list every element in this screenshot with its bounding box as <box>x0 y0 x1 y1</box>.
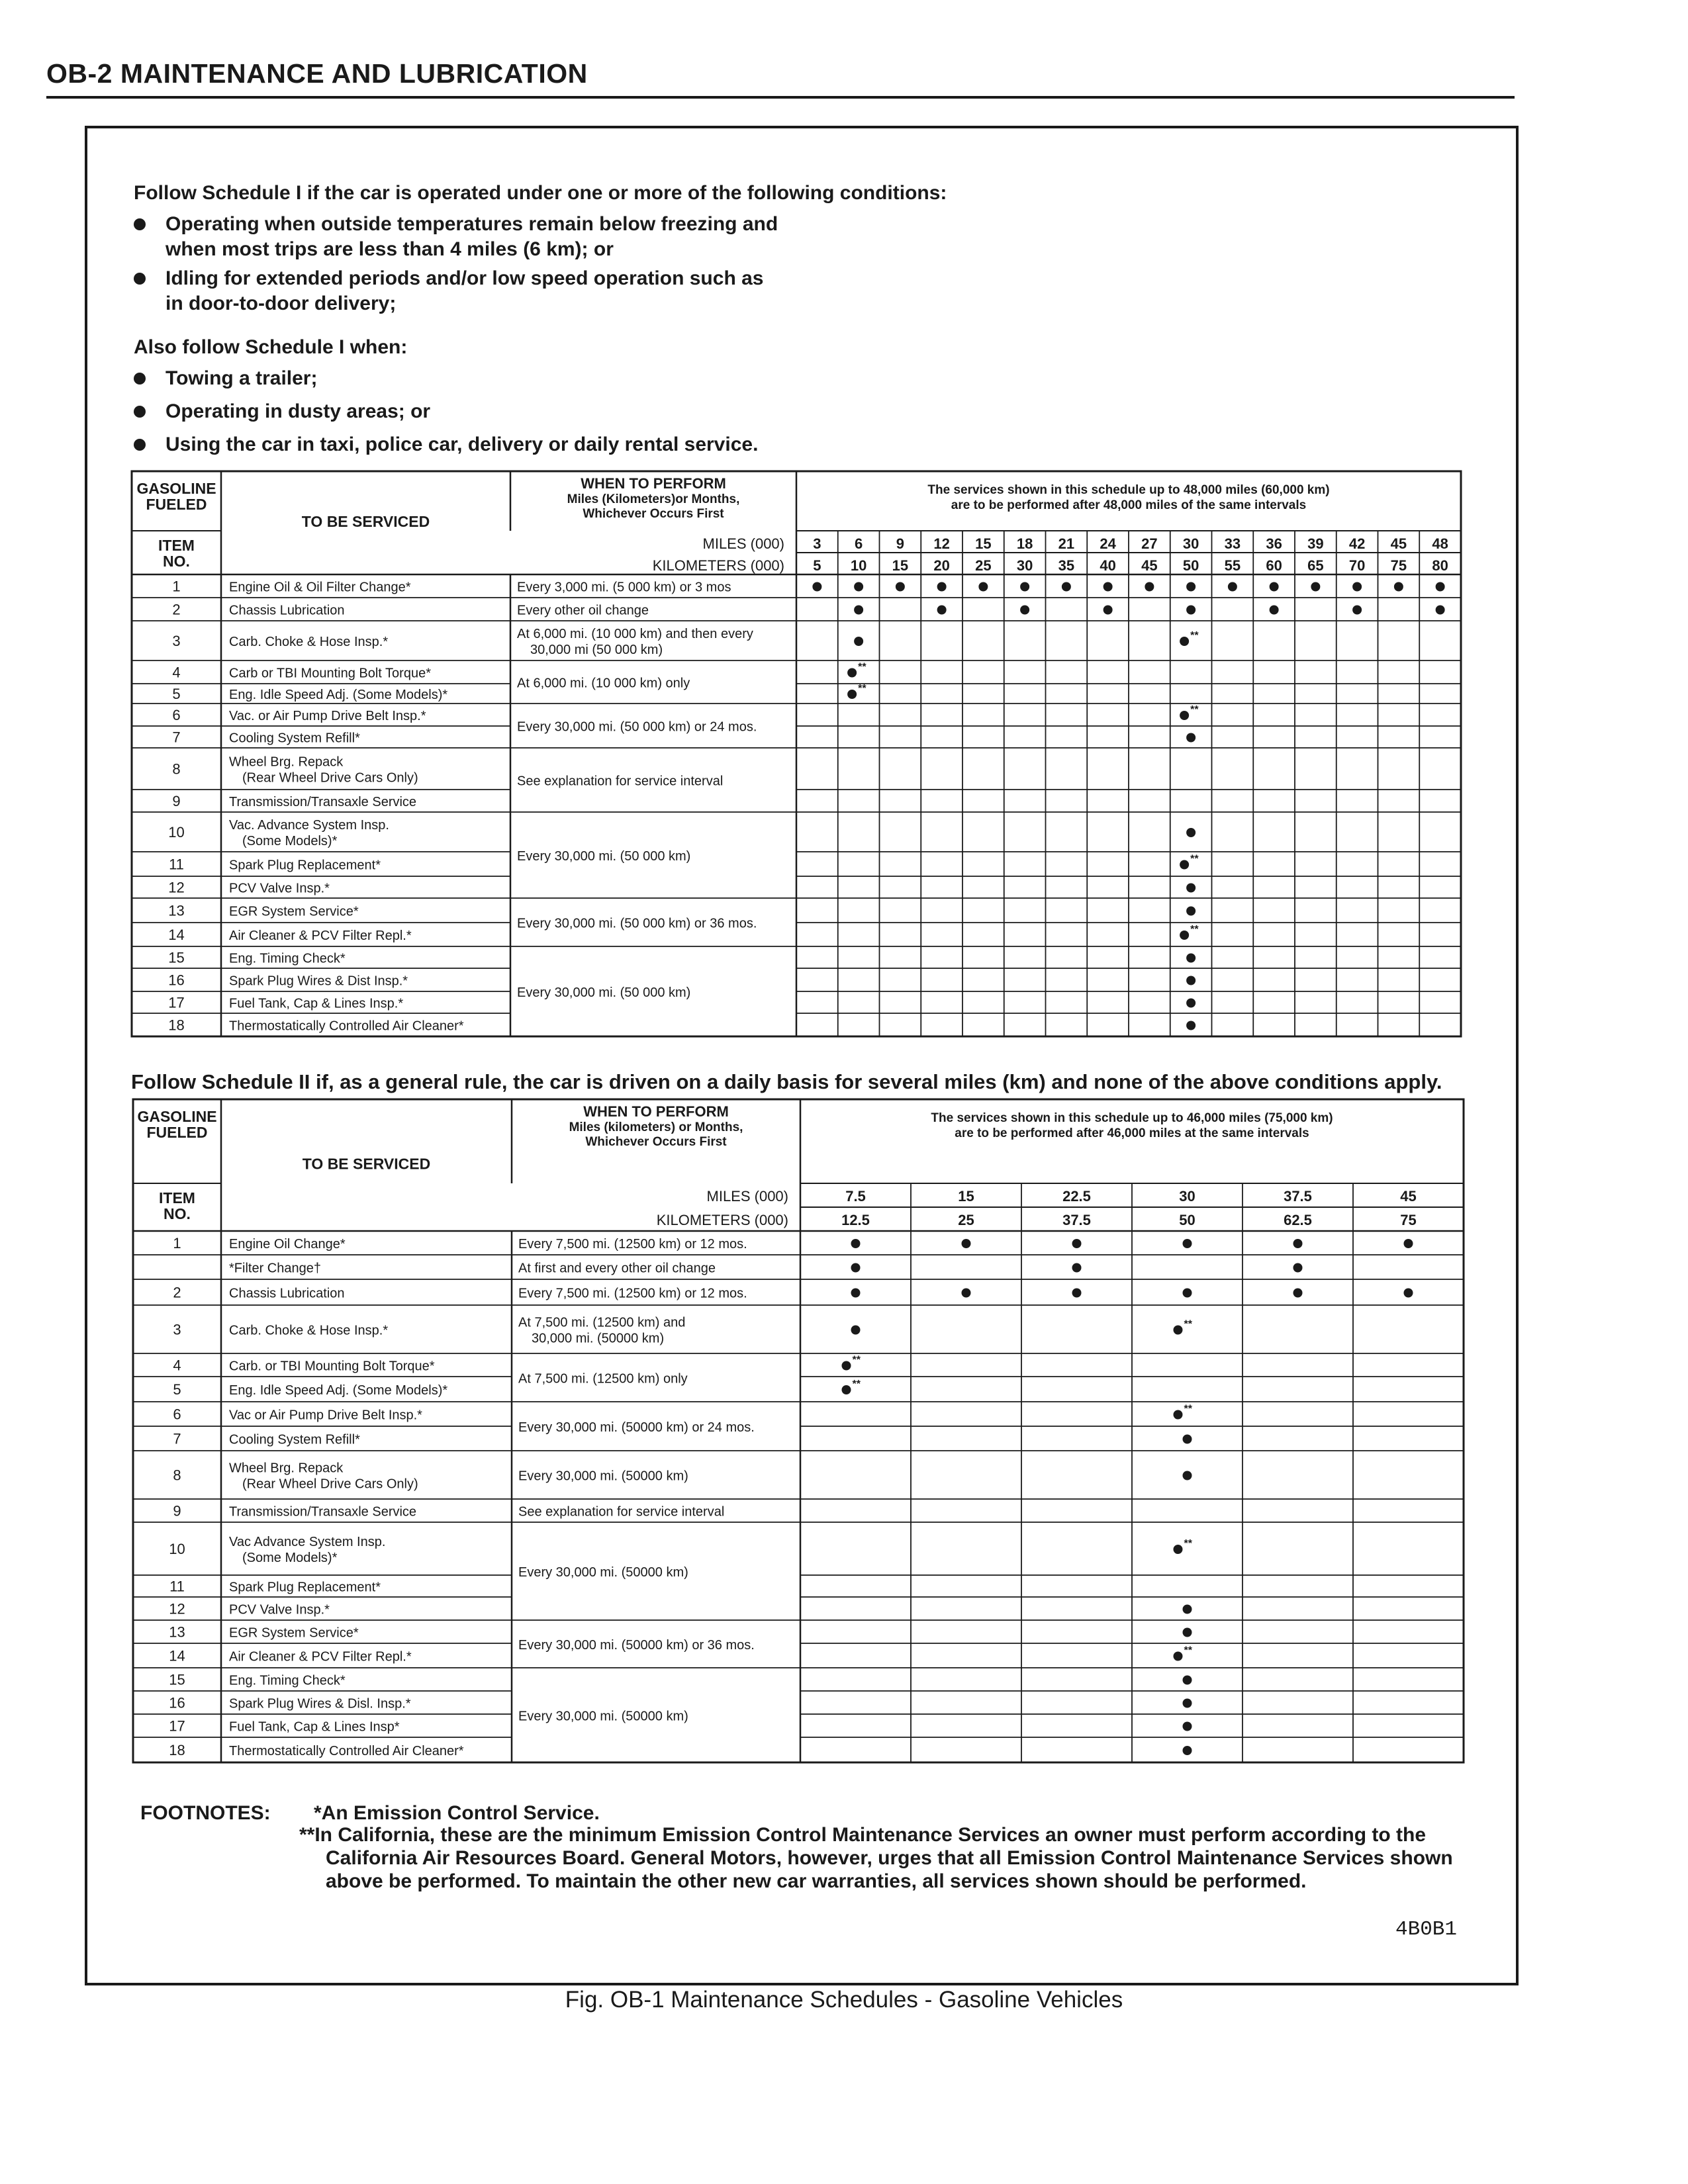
service-dot <box>1183 1435 1192 1444</box>
service-name: (Some Models)* <box>242 1551 338 1565</box>
miles-tick: 45 <box>1390 535 1407 552</box>
item-number: 18 <box>168 1017 185 1034</box>
service-dot <box>1186 733 1196 743</box>
km-tick: 37.5 <box>1062 1212 1091 1228</box>
double-star-mark: ** <box>852 1379 861 1390</box>
double-star-mark: ** <box>1184 1538 1192 1549</box>
service-dot <box>842 1385 851 1394</box>
service-dot <box>851 1289 861 1298</box>
service-name: Vac or Air Pump Drive Belt Insp.* <box>229 1408 422 1423</box>
service-name: Cooling System Refill* <box>229 731 360 746</box>
service-dot <box>851 1263 861 1273</box>
service-dot <box>1293 1289 1303 1298</box>
miles-tick: 15 <box>958 1188 974 1205</box>
service-name: Eng. Idle Speed Adj. (Some Models)* <box>229 688 448 702</box>
condition-line: Operating when outside temperatures remain below freezing and <box>165 213 778 235</box>
km-tick: 70 <box>1348 557 1366 574</box>
when-text: 30,000 mi. (50000 km) <box>532 1331 665 1346</box>
service-dot <box>1186 954 1196 963</box>
service-dot <box>1180 860 1189 870</box>
when-text: Every 30,000 mi. (50000 km) <box>518 1469 688 1484</box>
miles-tick: 36 <box>1266 535 1282 552</box>
when-text: At 7,500 mi. (12500 km) only <box>518 1371 688 1387</box>
service-name: EGR System Service* <box>229 904 359 919</box>
double-star-mark: ** <box>852 1354 861 1366</box>
service-dot <box>1352 582 1362 592</box>
km-tick: 62.5 <box>1284 1212 1312 1228</box>
item-number: 16 <box>168 972 185 989</box>
double-star-mark: ** <box>858 683 867 694</box>
miles-label: MILES (000) <box>702 535 784 552</box>
service-name: Eng. Timing Check* <box>229 951 346 966</box>
item-label: ITEM <box>159 1189 195 1206</box>
service-dot <box>1174 1410 1183 1420</box>
item-number: 10 <box>169 1541 185 1557</box>
service-dot <box>1062 582 1071 592</box>
miles-tick: 15 <box>975 535 992 552</box>
item-number: 12 <box>168 879 185 896</box>
when-text: Every 30,000 mi. (50 000 km) or 36 mos. <box>517 916 757 931</box>
km-tick: 75 <box>1400 1212 1417 1228</box>
service-dot <box>1436 582 1445 592</box>
service-dot <box>978 582 988 592</box>
when-label: Whichever Occurs First <box>585 1135 727 1149</box>
schedule2-lead: Follow Schedule II if, as a general rule, the car is driven on a daily basis for several miles (km) and none of the above conditions apply. <box>131 1070 1442 1093</box>
item-number: 9 <box>173 1502 181 1520</box>
also-lead: Also follow Schedule I when: <box>134 336 408 358</box>
when-text: 30,000 mi (50 000 km) <box>530 643 663 657</box>
service-dot <box>1186 884 1196 893</box>
service-dot <box>1103 606 1113 615</box>
service-dot <box>1072 1263 1082 1273</box>
service-dot <box>1145 582 1154 592</box>
service-dot <box>1404 1239 1413 1248</box>
item-label: ITEM <box>158 537 195 554</box>
service-dot <box>842 1361 851 1371</box>
km-label: KILOMETERS (000) <box>656 1212 788 1228</box>
km-tick: 25 <box>958 1212 974 1228</box>
service-name: Engine Oil & Oil Filter Change* <box>229 580 411 595</box>
service-dot <box>1183 1471 1192 1480</box>
service-dot <box>854 637 863 646</box>
km-tick: 20 <box>933 557 950 574</box>
service-name: Thermostatically Controlled Air Cleaner* <box>229 1744 464 1758</box>
fuel-label: FUELED <box>146 496 207 513</box>
service-name: (Rear Wheel Drive Cars Only) <box>242 770 418 786</box>
item-number: 5 <box>173 1381 181 1398</box>
service-name: Spark Plug Wires & Disl. Insp.* <box>229 1696 411 1711</box>
km-label: KILOMETERS (000) <box>652 557 784 574</box>
service-name: Spark Plug Replacement* <box>229 1580 381 1595</box>
item-number: 3 <box>173 1321 181 1338</box>
km-tick: 15 <box>892 557 909 574</box>
km-tick: 40 <box>1100 557 1116 574</box>
service-dot <box>1072 1239 1082 1248</box>
when-text: Every 7,500 mi. (12500 km) or 12 mos. <box>518 1237 747 1251</box>
service-name: Vac Advance System Insp. <box>229 1535 386 1549</box>
item-number: 9 <box>172 793 181 809</box>
service-name: Carb. Choke & Hose Insp.* <box>229 635 389 649</box>
fuel-label: GASOLINE <box>136 480 216 497</box>
when-text: At first and every other oil change <box>518 1261 716 1276</box>
miles-tick: 3 <box>813 535 821 552</box>
schedule-note: are to be performed after 48,000 miles of the same intervals <box>951 498 1307 512</box>
service-name: Spark Plug Wires & Dist Insp.* <box>229 974 408 989</box>
when-text: At 6,000 mi. (10 000 km) and then every <box>517 627 753 641</box>
km-tick: 25 <box>975 557 992 574</box>
service-dot <box>1186 976 1196 985</box>
page-header-title: OB-2 MAINTENANCE AND LUBRICATION <box>46 58 588 89</box>
service-dot <box>1186 606 1196 615</box>
service-dot <box>1183 1746 1192 1755</box>
service-name: Eng. Timing Check* <box>229 1673 346 1688</box>
service-dot <box>1183 1628 1192 1637</box>
miles-tick: 45 <box>1400 1188 1417 1205</box>
service-dot <box>1311 582 1320 592</box>
service-dot <box>1183 1722 1192 1731</box>
item-number: 15 <box>168 949 185 966</box>
service-dot <box>1186 907 1196 916</box>
when-text: Every 30,000 mi. (50000 km) or 36 mos. <box>518 1638 755 1653</box>
service-dot <box>851 1239 861 1248</box>
item-number: 15 <box>169 1671 185 1688</box>
service-name: Engine Oil Change* <box>229 1237 346 1251</box>
item-number: 2 <box>173 1284 181 1301</box>
service-dot <box>1352 606 1362 615</box>
service-dot <box>1174 1326 1183 1335</box>
item-number: 17 <box>169 1717 185 1735</box>
service-name: Vac. Advance System Insp. <box>229 818 389 833</box>
miles-tick: 21 <box>1058 535 1075 552</box>
double-star-mark: ** <box>1190 630 1199 641</box>
service-dot <box>896 582 905 592</box>
service-dot <box>1180 711 1189 720</box>
double-star-mark: ** <box>1190 704 1199 715</box>
also-item: Operating in dusty areas; or <box>165 400 431 422</box>
miles-label: MILES (000) <box>706 1188 788 1205</box>
service-name: (Rear Wheel Drive Cars Only) <box>242 1477 418 1492</box>
schedule1-lead: Follow Schedule I if the car is operated under one or more of the following conditions: <box>134 182 947 204</box>
service-dot <box>847 668 857 678</box>
item-number: 11 <box>169 856 184 873</box>
when-label: Miles (kilometers) or Months, <box>569 1120 743 1134</box>
schedule-note: The services shown in this schedule up to 48,000 miles (60,000 km) <box>927 483 1330 497</box>
km-tick: 10 <box>850 557 867 574</box>
miles-tick: 33 <box>1224 535 1241 552</box>
service-name: Carb or TBI Mounting Bolt Torque* <box>229 666 431 681</box>
when-text: Every 7,500 mi. (12500 km) or 12 mos. <box>518 1286 747 1301</box>
service-dot <box>1072 1289 1082 1298</box>
service-dot <box>962 1239 971 1248</box>
service-dot <box>1270 606 1279 615</box>
item-number: 7 <box>172 729 181 746</box>
double-star-mark: ** <box>1190 853 1199 865</box>
item-number: 4 <box>173 1357 181 1374</box>
service-dot <box>1183 1289 1192 1298</box>
service-name: Carb. Choke & Hose Insp.* <box>229 1323 389 1338</box>
when-text: Every 30,000 mi. (50 000 km) <box>517 985 691 1000</box>
schedule-note: are to be performed after 46,000 miles at the same intervals <box>955 1126 1309 1140</box>
km-tick: 80 <box>1432 557 1448 574</box>
service-name: Air Cleaner & PCV Filter Repl.* <box>229 929 412 943</box>
item-number: 16 <box>169 1694 185 1711</box>
figure-caption: Fig. OB-1 Maintenance Schedules - Gasoline Vehicles <box>565 1987 1123 2013</box>
miles-tick: 48 <box>1432 535 1448 552</box>
footnote-line: **In California, these are the minimum Emission Control Maintenance Services an owner must perform according to the <box>299 1824 1427 1846</box>
service-dot <box>1183 1676 1192 1685</box>
when-text: Every 30,000 mi. (50 000 km) or 24 mos. <box>517 719 757 735</box>
when-text: Every 30,000 mi. (50000 km) <box>518 1709 688 1724</box>
miles-tick: 9 <box>896 535 904 552</box>
km-tick: 65 <box>1307 557 1324 574</box>
service-name: Transmission/Transaxle Service <box>229 1504 417 1520</box>
also-item: Using the car in taxi, police car, delivery or daily rental service. <box>165 433 759 455</box>
item-number: 13 <box>168 902 185 919</box>
item-number: 12 <box>169 1600 185 1617</box>
service-dot <box>1186 999 1196 1008</box>
when-label: WHEN TO PERFORM <box>581 475 726 492</box>
miles-tick: 12 <box>933 535 950 552</box>
footnote-line: above be performed. To maintain the other new car warranties, all services shown should be performed. <box>326 1870 1307 1892</box>
service-name: Eng. Idle Speed Adj. (Some Models)* <box>229 1383 448 1398</box>
miles-tick: 39 <box>1307 535 1324 552</box>
service-name: PCV Valve Insp.* <box>229 1602 330 1617</box>
service-name: Fuel Tank, Cap & Lines Insp* <box>229 1719 400 1735</box>
service-dot <box>1183 1605 1192 1614</box>
condition-line: when most trips are less than 4 miles (6 km); or <box>165 238 614 260</box>
service-dot <box>937 606 947 615</box>
service-dot <box>1174 1652 1183 1661</box>
km-tick: 45 <box>1141 557 1158 574</box>
miles-tick: 37.5 <box>1284 1188 1312 1205</box>
service-dot <box>1020 606 1029 615</box>
double-star-mark: ** <box>1184 1403 1192 1415</box>
service-dot <box>1174 1545 1183 1554</box>
when-label: WHEN TO PERFORM <box>583 1103 729 1120</box>
service-dot <box>1404 1289 1413 1298</box>
service-dot <box>1180 931 1189 940</box>
item-number: 17 <box>168 994 185 1011</box>
double-star-mark: ** <box>1184 1645 1192 1657</box>
service-dot <box>854 582 863 592</box>
service-name: Spark Plug Replacement* <box>229 858 381 873</box>
service-name: Thermostatically Controlled Air Cleaner* <box>229 1019 464 1034</box>
when-text: Every 30,000 mi. (50000 km) <box>518 1565 688 1580</box>
fuel-label: GASOLINE <box>137 1108 217 1125</box>
service-dot <box>1186 1021 1196 1030</box>
km-tick: 50 <box>1179 1212 1196 1228</box>
service-dot <box>1103 582 1113 592</box>
item-label: NO. <box>163 553 190 570</box>
miles-tick: 18 <box>1016 535 1033 552</box>
service-dot <box>851 1326 861 1335</box>
double-star-mark: ** <box>1190 924 1199 935</box>
km-tick: 60 <box>1266 557 1282 574</box>
service-dot <box>1180 637 1189 646</box>
service-label: TO BE SERVICED <box>301 513 430 530</box>
item-number: 11 <box>169 1578 185 1595</box>
item-number: 18 <box>169 1742 185 1758</box>
item-number: 14 <box>168 927 185 943</box>
km-tick: 75 <box>1390 557 1407 574</box>
km-tick: 5 <box>813 557 821 574</box>
service-name: Fuel Tank, Cap & Lines Insp.* <box>229 996 404 1011</box>
service-dot <box>1020 582 1029 592</box>
item-number: 10 <box>168 824 185 841</box>
double-star-mark: ** <box>858 661 867 673</box>
service-name: Wheel Brg. Repack <box>229 1461 344 1476</box>
service-dot <box>1293 1239 1303 1248</box>
item-number: 1 <box>172 578 181 595</box>
item-number: 2 <box>172 601 181 618</box>
service-dot <box>812 582 821 592</box>
item-number: 13 <box>169 1623 185 1641</box>
miles-tick: 24 <box>1100 535 1116 552</box>
service-dot <box>1293 1263 1303 1273</box>
when-text: See explanation for service interval <box>518 1504 725 1520</box>
item-number: 4 <box>172 664 181 681</box>
service-dot <box>1436 606 1445 615</box>
km-tick: 50 <box>1182 557 1199 574</box>
service-name: Chassis Lubrication <box>229 1286 345 1301</box>
condition-line: Idling for extended periods and/or low speed operation such as <box>165 267 764 289</box>
fuel-label: FUELED <box>146 1124 208 1141</box>
miles-tick: 6 <box>855 535 863 552</box>
miles-tick: 27 <box>1141 535 1158 552</box>
double-star-mark: ** <box>1184 1318 1192 1330</box>
service-label: TO BE SERVICED <box>302 1155 431 1173</box>
figure-code: 4B0B1 <box>1395 1918 1458 1941</box>
service-dot <box>1270 582 1279 592</box>
item-number: 8 <box>173 1467 181 1484</box>
service-name: Vac. or Air Pump Drive Belt Insp.* <box>229 709 426 723</box>
item-number: 6 <box>173 1406 181 1423</box>
footnote-2 <box>299 1823 1453 1893</box>
service-dot <box>1186 582 1196 592</box>
item-number: 1 <box>173 1235 181 1251</box>
condition-line: in door-to-door delivery; <box>165 293 397 314</box>
service-name: Cooling System Refill* <box>229 1432 360 1447</box>
item-number: 3 <box>172 633 181 649</box>
schedule-note: The services shown in this schedule up to 46,000 miles (75,000 km) <box>931 1111 1333 1125</box>
km-tick: 30 <box>1016 557 1033 574</box>
service-dot <box>1183 1699 1192 1708</box>
service-dot <box>1228 582 1237 592</box>
km-tick: 12.5 <box>841 1212 870 1228</box>
miles-tick: 7.5 <box>845 1188 866 1205</box>
item-number: 6 <box>172 707 181 723</box>
miles-tick: 30 <box>1179 1188 1196 1205</box>
service-dot <box>937 582 947 592</box>
service-name: Wheel Brg. Repack <box>229 754 344 770</box>
km-tick: 55 <box>1224 557 1241 574</box>
service-name: Carb. or TBI Mounting Bolt Torque* <box>229 1359 435 1374</box>
service-name: Transmission/Transaxle Service <box>229 795 417 809</box>
service-dot <box>847 690 857 699</box>
service-dot <box>854 606 863 615</box>
service-dot <box>962 1289 971 1298</box>
when-label: Whichever Occurs First <box>583 507 724 521</box>
service-name: EGR System Service* <box>229 1625 359 1641</box>
item-number: 5 <box>172 686 181 702</box>
when-text: At 7,500 mi. (12500 km) and <box>518 1315 686 1330</box>
service-name: *Filter Change† <box>229 1261 321 1276</box>
when-label: Miles (Kilometers)or Months, <box>567 492 740 506</box>
item-label: NO. <box>164 1205 191 1222</box>
service-dot <box>1183 1239 1192 1248</box>
when-text: Every other oil change <box>517 603 649 618</box>
when-text: Every 30,000 mi. (50 000 km) <box>517 849 691 864</box>
item-number: 7 <box>173 1430 181 1447</box>
item-number: 14 <box>169 1647 185 1664</box>
when-text: Every 30,000 mi. (50000 km) or 24 mos. <box>518 1420 755 1435</box>
footnote-line: California Air Resources Board. General Motors, however, urges that all Emission Control Maintenance Services shown <box>326 1847 1453 1869</box>
miles-tick: 22.5 <box>1062 1188 1091 1205</box>
service-name: Air Cleaner & PCV Filter Repl.* <box>229 1649 412 1664</box>
item-number: 8 <box>172 760 181 778</box>
service-name: Chassis Lubrication <box>229 603 345 618</box>
when-text: See explanation for service interval <box>517 774 724 789</box>
miles-tick: 30 <box>1182 535 1199 552</box>
km-tick: 35 <box>1058 557 1075 574</box>
when-text: At 6,000 mi. (10 000 km) only <box>517 676 690 691</box>
service-name: (Some Models)* <box>242 834 338 848</box>
footnotes-label: FOOTNOTES: <box>140 1802 271 1824</box>
also-item: Towing a trailer; <box>165 367 318 389</box>
when-text: Every 3,000 mi. (5 000 km) or 3 mos <box>517 580 731 595</box>
service-dot <box>1186 828 1196 837</box>
footnote-1: *An Emission Control Service. <box>314 1802 600 1824</box>
miles-tick: 42 <box>1348 535 1366 552</box>
service-name: PCV Valve Insp.* <box>229 881 330 896</box>
service-dot <box>1394 582 1403 592</box>
